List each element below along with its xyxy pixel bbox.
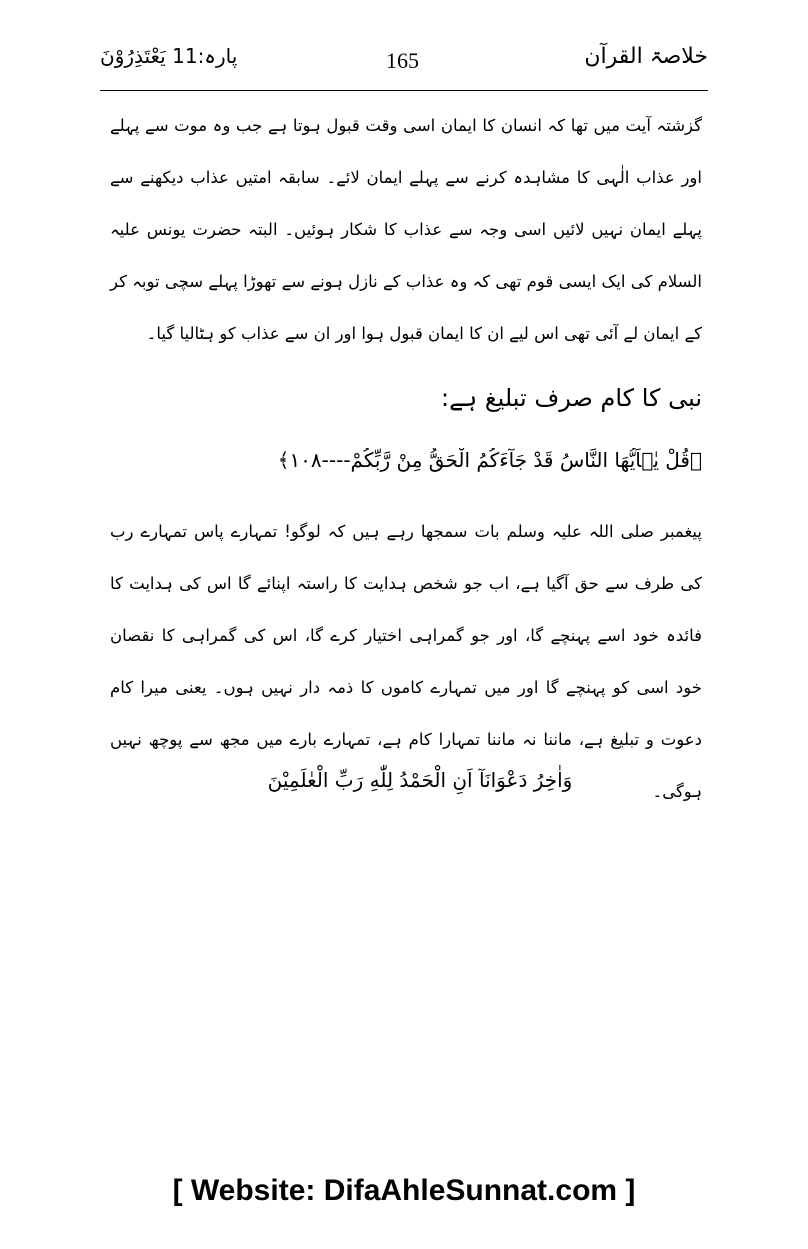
quran-verse: ﴿قُلْ یٰۤاَیُّهَا النَّاسُ قَدْ جَآءَكُمُ الْحَقُّ مِنْ رَّبِّكُمْ----۱۰۸﴾ (277, 448, 702, 472)
website-footer: [ Website: DifaAhleSunnat.com ] (172, 1174, 636, 1207)
para-label: پارہ:11 یَعْتَذِرُوْنَ (100, 44, 238, 68)
book-title: خلاصۃ القرآن (584, 44, 708, 69)
body-paragraph-2: پیغمبر صلی اللہ علیہ وسلم بات سمجھا رہے ہیں کہ لوگو! تمہارے پاس تمہارے رب کی طرف سے حق آگیا ہے، اب جو شخص ہدایت کا راستہ اپنائے گا اس کی ہدایت کا فائدہ خود اسے پہنچے گا، اور جو گمراہی اختیار کرے گا، اس کی گمراہی کا نقصان خود اسی کو پہنچے گا اور میں تمہارے کاموں کا ذمہ دار نہیں ہوں۔ یعنی میرا کام دعوت و تبلیغ ہے، ماننا نہ ماننا تمہارا کام ہے، تمہارے بارے میں مجھ سے پوچھ نہیں ہوگی۔ (110, 522, 702, 801)
closing-verse: وَاٰخِرُ دَعْوَانَآ اَنِ الْحَمْدُ لِلّٰهِ رَبِّ الْعٰلَمِیْنَ (267, 768, 573, 792)
section-heading: نبی کا کام صرف تبلیغ ہے: (441, 384, 702, 412)
page-header (100, 44, 708, 91)
body-paragraph-1: گزشتہ آیت میں تھا کہ انسان کا ایمان اسی وقت قبول ہوتا ہے جب وہ موت سے پہلے اور عذاب الٰہی کا مشاہدہ کرنے سے پہلے ایمان لائے۔ سابقہ امتیں عذاب دیکھنے سے پہلے ایمان نہیں لائیں اسی وجہ سے عذاب کا شکار ہوئیں۔ البتہ حضرت یونس علیہ السلام کی ایک ایسی قوم تھی کہ وہ عذاب کے نازل ہونے سے تھوڑا پہلے سچی توبہ کر کے ایمان لے آئی تھی اس لیے ان کا ایمان قبول ہوا اور ان سے عذاب کو ہٹالیا گیا۔ (110, 116, 702, 343)
page-number: 165 (386, 48, 419, 73)
